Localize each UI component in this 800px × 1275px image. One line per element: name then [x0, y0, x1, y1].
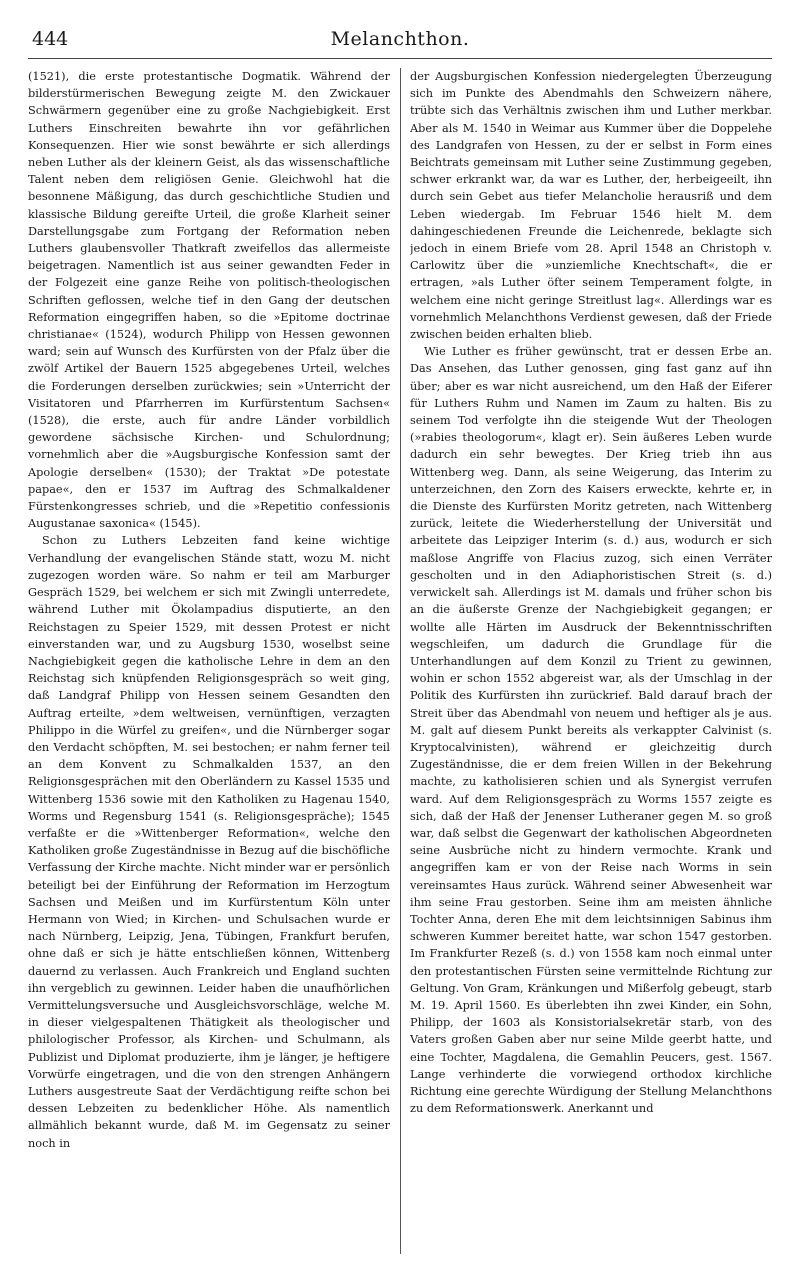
right-column: [410, 68, 772, 1254]
running-title: Melanchthon.: [330, 28, 470, 50]
column-divider: [400, 68, 401, 1254]
page-number: 444: [32, 28, 69, 50]
paragraph: der Augsburgischen Konfession niedergelegten Überzeugung sich im Punkte des Abendmahls den Schweizern nähere, trübte sich das Verhältnis zwischen ihm und Luther merkbar. Aber als M. 1540 in Weimar aus Kummer über die Doppelehe des Landgrafen von Hessen, zu der er selbst in Form eines Beichtrats gemeinsam mit Luther seine Zustimmung gegeben, schwer erkrankt war, da war es Luther, der, herbeigeeilt, ihn durch sein Gebet aus tiefer Melancholie herausriß und dem Leben wiedergab. Im Februar 1546 hielt M. dem dahingeschiedenen Freunde die Leichenrede, beklagte sich jedoch in einem Briefe vom 28. April 1548 an Christoph v. Carlowitz über die »unziemliche Knechtschaft«, die er ertragen, »als Luther öfter seinem Temperament folgte, in welchem eine nicht geringe Streitlust lag«. Allerdings war es vornehmlich Melanchthons Verdienst gewesen, daß der Friede zwischen beiden erhalten blieb.: [410, 70, 772, 342]
paragraph: Wie Luther es früher gewünscht, trat er dessen Erbe an. Das Ansehen, das Luther genossen, ging fast ganz auf ihn über; aber es war nicht ausreichend, um den Haß der Eiferer für Luthers Ruhm und Namen im Zaum zu halten. Bis zu seinem Tod verfolgte ihn die steigende Wut der Theologen (»rabies theologorum«, klagt er). Sein äußeres Leben wurde dadurch ein sehr bewegtes. Der Krieg trieb ihn aus Wittenberg weg. Dann, als seine Weigerung, das Interim zu unterzeichnen, den Zorn des Kaisers erweckte, kehrte er, in die Dienste des Kurfürsten Moritz getreten, nach Wittenberg zurück, leitete die Wiederherstellung der Universität und arbeitete das Leipziger Interim (s. d.) aus, wodurch er sich maßlose Angriffe von Flacius zuzog, sich einen Verräter gescholten und in den Adiaphoristischen Streit (s. d.) verwickelt sah. Allerdings ist M. damals und früher schon bis an die äußerste Grenze der Nachgiebigkeit gegangen; er wollte alle Härten im Ausdruck der Bekenntnisschriften wegschleifen, um dadurch die Grundlage für die Unterhandlungen auf dem Konzil zu Trient zu gewinnen, wohin er schon 1552 abgereist war, als der Umschlag in der Politik des Kurfürsten ihn zurückrief. Bald darauf brach der Streit über das Abendmahl von neuem und heftiger als je aus. M. galt auf diesem Punkt bereits als verkappter Calvinist (s. Kryptocalvinisten), während er gleichzeitig durch Zugeständnisse, die er dem freien Willen in der Bekehrung machte, zu katholisieren schien und als Synergist verrufen ward. Auf dem Religionsgespräch zu Worms 1557 zeigte es sich, daß der Haß der Jenenser Lutheraner gegen M. so groß war, daß selbst die Gegenwart der katholischen Abgeordneten seine Ausbrüche nicht zu hindern vermochte. Krank und angegriffen kam er von der Reise nach Worms in sein vereinsamtes Haus zurück. Während seiner Abwesenheit war ihm seine Frau gestorben. Seine ihm am meisten ähnliche Tochter Anna, deren Ehe mit dem leichtsinnigen Sabinus ihm schweren Kummer bereitet hatte, war schon 1547 gestorben. Im Frankfurter Rezeß (s. d.) von 1558 kam noch einmal unter den protestantischen Fürsten seine vermittelnde Richtung zur Geltung. Von Gram, Kränkungen und Mißerfolg gebeugt, starb M. 19. April 1560. Es überlebten ihn zwei Kinder, ein Sohn, Philipp, der 1603 als Konsistorialsekretär starb, von des Vaters großen Gaben aber nur seine Milde geerbt hatte, und eine Tochter, Magdalena, die Gemahlin Peucers, gest. 1567. Lange verhinderte die vorwiegend orthodox kirchliche Richtung eine gerechte Würdigung der Stellung Melanchthons zu dem Reformationswerk. Anerkannt und: [410, 345, 772, 1116]
paragraph: (1521), die erste protestantische Dogmatik. Während der bilderstürmerischen Bewegung zeigte M. den Zwickauer Schwärmern gegenüber eine zu große Nachgiebigkeit. Erst Luthers Einschreiten bewahrte ihn vor gefährlichen Konsequenzen. Hier wie sonst bewährte er sich allerdings neben Luther als der kleinern Geist, als das wissenschaftliche Talent neben dem religiösen Genie. Gleichwohl hat die besonnene Mäßigung, das durch geschichtliche Studien und klassische Bildung gereifte Urteil, die große Klarheit seiner Darstellungsgabe zum Fortgang der Reformation neben Luthers glaubensvoller Thatkraft zweifellos das allermeiste beigetragen. Namentlich ist aus seiner gewandten Feder in der Folgezeit eine ganze Reihe von politisch-theologischen Schriften geflossen, welche tief in den Gang der deutschen Reformation eingegriffen haben, so die »Epitome doctrinae christianae« (1524), wodurch Philipp von Hessen gewonnen ward; sein auf Wunsch des Kurfürsten von der Pfalz über die zwölf Artikel der Bauern 1525 abgegebenes Urteil, welches die Forderungen derselben zurückwies; sein »Unterricht der Visitatoren und Pfarrherren im Kurfürstentum Sachsen« (1528), die erste, auch für andre Länder vorbildlich gewordene sächsische Kirchen- und Schulordnung; vornehmlich aber die »Augsburgische Konfession samt der Apologie derselben« (1530); der Traktat »De potestate papae«, den er 1537 im Auftrag des Schmalkaldener Fürstenkongresses schrieb, und die »Repetitio confessionis Augustanae saxonica« (1545).: [28, 70, 390, 531]
page-header: [28, 24, 772, 59]
text-columns: [28, 68, 772, 1254]
paragraph: Schon zu Luthers Lebzeiten fand keine wichtige Verhandlung der evangelischen Stände statt, wozu M. nicht zugezogen worden wäre. So nahm er teil am Marburger Gespräch 1529, bei welchem er sich mit Zwingli unterredete, während Luther mit Ökolampadius disputierte, an den Reichstagen zu Speier 1529, mit dessen Protest er nicht einverstanden war, und zu Augsburg 1530, woselbst seine Nachgiebigkeit gegen die katholische Lehre in dem an den Reichstag sich knüpfenden Religionsgespräch so weit ging, daß Landgraf Philipp von Hessen seinem Gesandten den Auftrag erteilte, »dem weltweisen, vernünftigen, verzagten Philippo in die Würfel zu greifen«, und die Nürnberger sogar den Verdacht schöpften, M. sei bestochen; er nahm ferner teil an dem Konvent zu Schmalkalden 1537, an den Religionsgesprächen mit den Oberländern zu Kassel 1535 und Wittenberg 1536 sowie mit den Katholiken zu Hagenau 1540, Worms und Regensburg 1541 (s. Religionsgespräche); 1545 verfaßte er die »Wittenberger Reformation«, welche den Katholiken große Zugeständnisse in Bezug auf die bischöfliche Verfassung der Kirche machte. Nicht minder war er persönlich beteiligt bei der Einführung der Reformation im Herzogtum Sachsen und Meißen und im Kurfürstentum Köln unter Hermann von Wied; in Kirchen- und Schulsachen wurde er nach Nürnberg, Leipzig, Jena, Tübingen, Frankfurt berufen, ohne daß er sich je hätte entschließen können, Wittenberg dauernd zu verlassen. Auch Frankreich und England suchten ihn vergeblich zu gewinnen. Leider haben die unaufhörlichen Vermittelungsversuche und Ausgleichsvorschläge, welche M. in dieser vielgespaltenen Thätigkeit als theologischer und philologischer Professor, als Kirchen- und Schulmann, als Publizist und Diplomat produzierte, ihm je länger, je heftigere Vorwürfe eingetragen, und die von den strengen Anhängern Luthers ausgestreute Saat der Verdächtigung reifte schon bei dessen Lebzeiten zu bedenklicher Höhe. Als namentlich allmählich bekannt wurde, daß M. im Gegensatz zu seiner noch in: [28, 534, 390, 1150]
left-column: [28, 68, 390, 1254]
document-page: [28, 24, 772, 1254]
